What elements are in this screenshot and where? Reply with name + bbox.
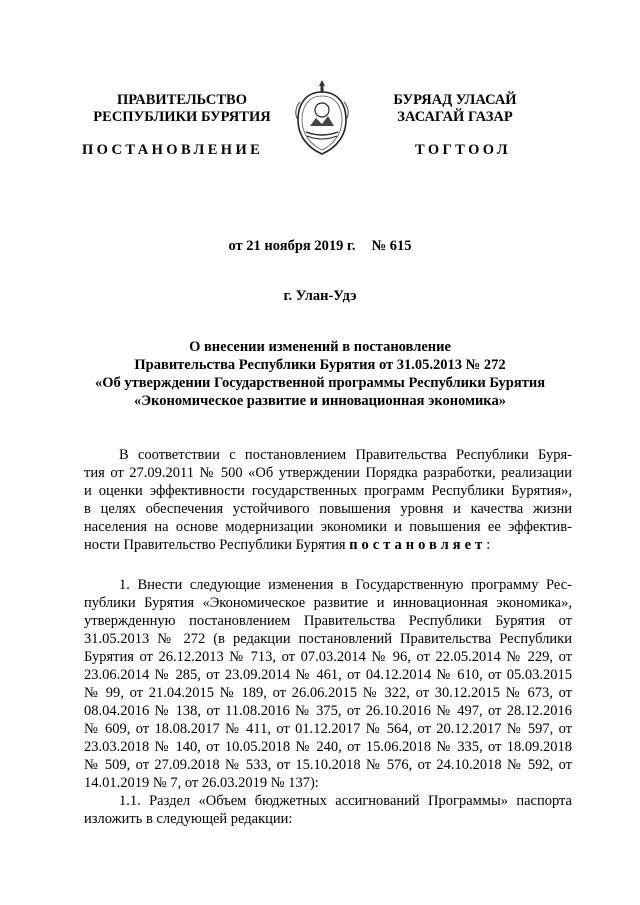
decree-title [70,338,570,410]
preamble-colon: : [486,537,491,553]
text-line: № 99, от 21.04.2015 № 189, от 26.06.2015 № 322, от 30.12.2015 № 673, от [84,685,572,701]
issuer-name-buryat [360,92,550,126]
preamble-paragraph [84,446,572,554]
text-line: населения на основе модернизации экономики и повышения ее эффектив- [84,519,572,535]
text-line: № 609, от 18.08.2017 № 411, от 01.12.2017 № 564, от 20.12.2017 № 597, от [84,721,572,737]
issuer-line: ПРАВИТЕЛЬСТВО [117,92,247,108]
title-line: «Экономическое развитие и инновационная экономика» [134,393,506,409]
decree-label-russian: ПОСТАНОВЛЕНИЕ [82,142,264,158]
text-line: 14.01.2019 № 7, от 26.03.2019 № 137): [84,775,319,791]
issuer-line: БУРЯАД УЛАСАЙ [393,92,517,108]
text-line: 31.05.2013 № 272 (в редакции постановлений Правительства Республики [84,631,572,647]
text-line [84,536,572,554]
text-line: тия от 27.09.2011 № 500 «Об утверждении Порядка разработки, реализации [84,465,572,481]
text-line: 23.06.2014 № 285, от 23.09.2014 № 461, от 04.12.2014 № 610, от 05.03.2015 [84,667,572,683]
issuer-line: РЕСПУБЛИКИ БУРЯТИЯ [93,109,271,125]
text-line: 08.04.2016 № 138, от 11.08.2016 № 375, от 26.10.2016 № 497, от 28.12.2016 [84,703,572,719]
text-line: в целях обеспечения устойчивого повышения уровня и качества жизни [84,501,572,517]
item-1-paragraph [84,576,572,828]
decree-city: г. Улан-Удэ [283,288,357,304]
title-line: Правительства Республики Бурятия от 31.05.2013 № 272 [134,357,506,373]
decree-date: от 21 ноября 2019 г. [228,238,356,254]
text-line: 1. Внести следующие изменения в Государственную программу Рес- [119,577,572,593]
text-line: утвержденную постановлением Правительства Республики Бурятия от [84,613,572,629]
decree-number: № 615 [371,238,412,254]
issuer-line: ЗАСАГАЙ ГАЗАР [397,109,513,125]
item-1-1-line: 1.1. Раздел «Объем бюджетных ассигнований Программы» паспорта [119,793,572,809]
emblem-icon [292,78,352,158]
text-line: № 509, от 27.09.2018 № 533, от 15.10.2018 № 576, от 24.10.2018 № 592, от [84,757,572,773]
issuer-name-russian [82,92,282,126]
text-line: и оценки эффективности государственных программ Республики Бурятия», [84,483,572,499]
preamble-last-line-text: ности Правительство Республики Бурятия [84,537,346,553]
title-line: «Об утверждении Государственной программы Республики Бурятия [94,375,546,391]
text-line: публики Бурятия «Экономическое развитие и инновационная экономика», [84,595,572,611]
text-line: В соответствии с постановлением Правительства Республики Буря- [119,447,572,463]
decree-label-buryat: ТОГТООЛ [415,142,511,158]
text-line: Бурятия от 26.12.2013 № 713, от 07.03.2014 № 96, от 22.05.2014 № 229, от [84,649,572,665]
resolution-keyword: постановляет [349,537,487,553]
text-line: 23.03.2018 № 140, от 10.05.2018 № 240, от 15.06.2018 № 335, от 18.09.2018 [84,739,572,755]
title-line: О внесении изменений в постановление [189,339,451,355]
item-1-1-line: изложить в следующей редакции: [84,811,293,827]
decree-dateline [0,238,640,255]
